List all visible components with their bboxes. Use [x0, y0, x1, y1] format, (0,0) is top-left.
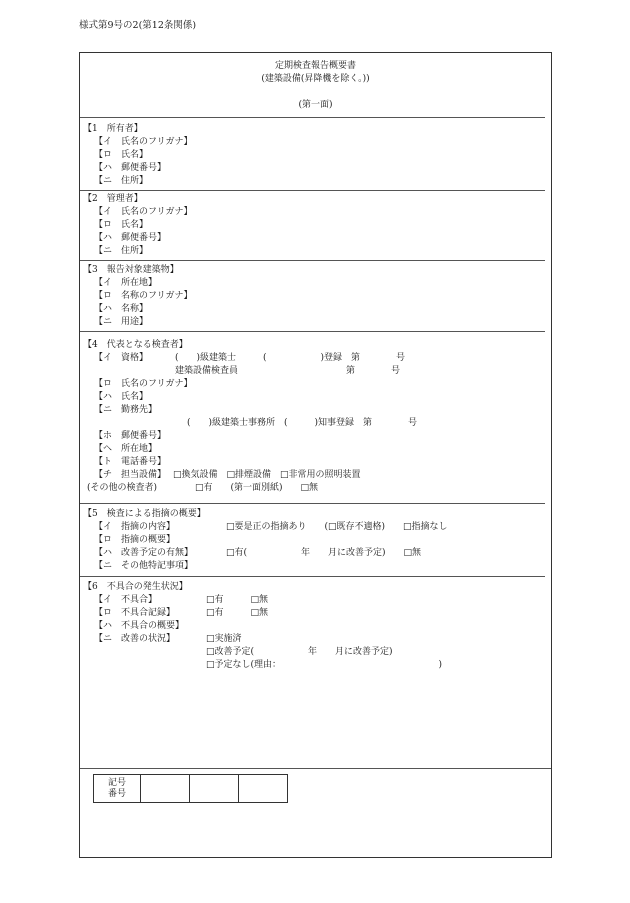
divider	[80, 768, 551, 769]
other-inspectors-options: □有 (第一面別紙) □無	[195, 483, 319, 493]
improvement-status-done: □実施済	[206, 634, 242, 644]
code-cell	[239, 775, 288, 803]
manager-address-label: 【ニ 住所】	[94, 246, 149, 256]
section-building-heading: 【3 報告対象建築物】	[83, 265, 179, 275]
inspector-qualification-architect: ( )級建築士 ( )登録 第 号	[175, 353, 406, 363]
special-notes-label: 【ニ その他特記事項】	[94, 561, 194, 571]
building-location-label: 【イ 所在地】	[94, 278, 158, 288]
section-defects-heading: 【6 不具合の発生状況】	[83, 582, 188, 592]
building-furigana-label: 【ロ 名称のフリガナ】	[94, 291, 193, 301]
section-owner-heading: 【1 所有者】	[83, 124, 143, 134]
findings-content-options: □要是正の指摘あり (□既存不適格) □指摘なし	[226, 522, 448, 532]
defect-summary-label: 【ハ 不具合の概要】	[94, 621, 185, 631]
owner-postal-label: 【ハ 郵便番号】	[94, 163, 167, 173]
improvement-status-none: □予定なし(理由： )	[206, 660, 443, 670]
form-number: 様式第9号の2(第12条関係)	[79, 20, 197, 31]
divider	[80, 576, 545, 577]
improvement-status-planned: □改善予定( 年 月に改善予定)	[206, 647, 393, 657]
form-title: 定期検査報告概要書	[274, 61, 356, 71]
code-number-table	[93, 774, 288, 803]
improvement-plan-options: □有( 年 月に改善予定) □無	[226, 548, 422, 558]
defect-options: □有 □無	[206, 595, 269, 605]
improvement-status-label: 【ニ 改善の状況】	[94, 634, 176, 644]
building-name-label: 【ハ 名称】	[94, 304, 149, 314]
inspector-furigana-label: 【ロ 氏名のフリガナ】	[94, 379, 193, 389]
code-number-label: 記号 番号	[94, 775, 141, 803]
owner-address-label: 【ニ 住所】	[94, 176, 149, 186]
inspector-office-registration: ( )級建築士事務所 ( )知事登録 第 号	[187, 418, 418, 428]
manager-name-label: 【ロ 氏名】	[94, 220, 149, 230]
divider	[80, 331, 545, 332]
divider	[80, 190, 545, 191]
page-indicator: (第一面)	[298, 100, 333, 110]
inspector-address-label: 【ヘ 所在地】	[94, 444, 158, 454]
inspector-name-label: 【ハ 氏名】	[94, 392, 149, 402]
building-use-label: 【ニ 用途】	[94, 317, 149, 327]
improvement-plan-label: 【ハ 改善予定の有無】	[94, 548, 194, 558]
other-inspectors-label: (その他の検査者)	[87, 483, 158, 493]
section-findings-heading: 【5 検査による指摘の概要】	[83, 509, 206, 519]
inspector-equipment-label: 【チ 担当設備】	[94, 470, 167, 480]
code-cell	[141, 775, 190, 803]
defect-record-label: 【ロ 不具合記録】	[94, 608, 176, 618]
owner-furigana-label: 【イ 氏名のフリガナ】	[94, 137, 193, 147]
form-subtitle: (建築設備(昇降機を除く。))	[261, 74, 370, 84]
manager-postal-label: 【ハ 郵便番号】	[94, 233, 167, 243]
findings-content-label: 【イ 指摘の内容】	[94, 522, 176, 532]
inspector-phone-label: 【ト 電話番号】	[94, 457, 167, 467]
section-manager-heading: 【2 管理者】	[83, 194, 143, 204]
inspector-qualification-equipment: 建築設備検査員 第 号	[175, 366, 401, 376]
defect-record-options: □有 □無	[206, 608, 269, 618]
findings-summary-label: 【ロ 指摘の概要】	[94, 535, 176, 545]
inspector-qualification-label: 【イ 資格】	[94, 353, 149, 363]
manager-furigana-label: 【イ 氏名のフリガナ】	[94, 207, 193, 217]
divider	[80, 503, 545, 504]
defect-label: 【イ 不具合】	[94, 595, 158, 605]
inspector-postal-label: 【ホ 郵便番号】	[94, 431, 167, 441]
inspector-workplace-label: 【ニ 勤務先】	[94, 405, 158, 415]
code-cell	[190, 775, 239, 803]
section-inspector-heading: 【4 代表となる検査者】	[83, 340, 188, 350]
owner-name-label: 【ロ 氏名】	[94, 150, 149, 160]
divider	[80, 260, 545, 261]
divider	[80, 117, 545, 118]
inspector-equipment-options: □換気設備 □排煙設備 □非常用の照明装置	[173, 470, 361, 480]
